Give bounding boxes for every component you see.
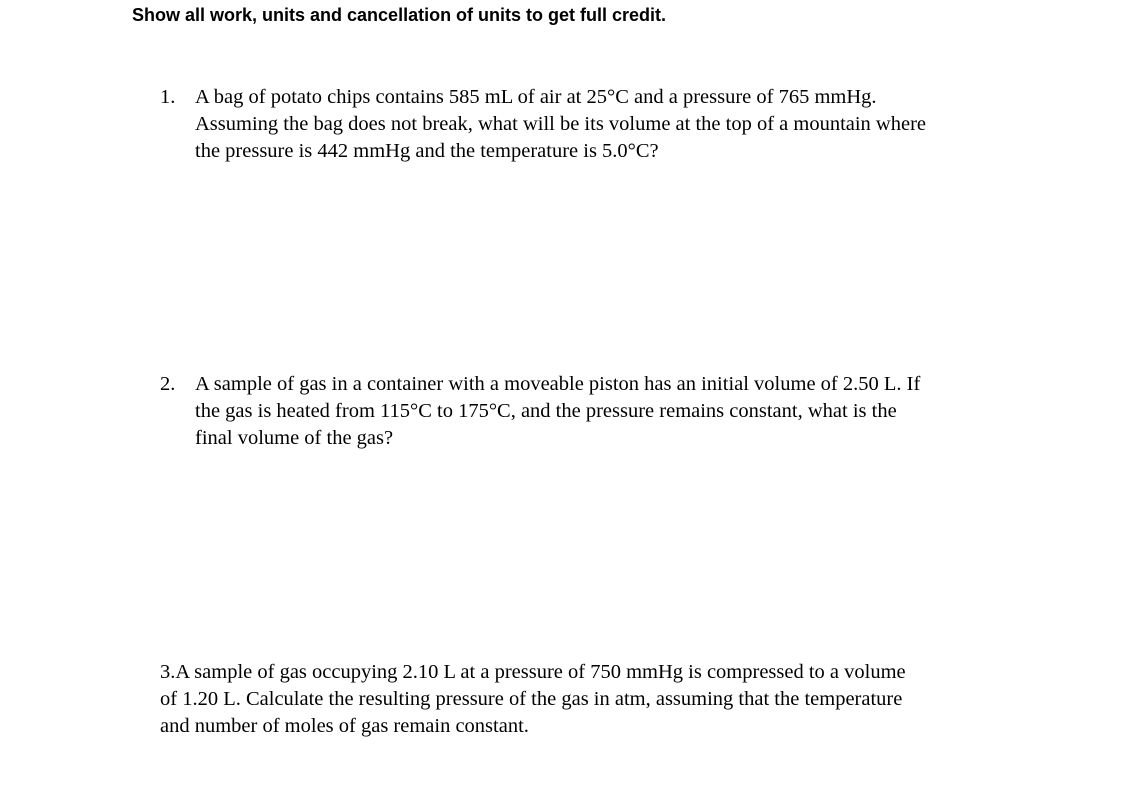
question-number: 3. <box>160 661 176 683</box>
question-text-line: Assuming the bag does not break, what will be its volume at the top of a mountain where <box>195 113 927 135</box>
question-text-line: A bag of potato chips contains 585 mL of air at 25°C and a pressure of 765 mmHg. <box>195 86 877 108</box>
question-text-line: and number of moles of gas remain constant. <box>160 715 529 737</box>
question-text-line: the pressure is 442 mmHg and the temperature is 5.0°C? <box>195 140 659 162</box>
question-text-line: final volume of the gas? <box>195 427 394 449</box>
question-1 <box>160 84 1020 165</box>
question-text-line: of 1.20 L. Calculate the resulting pressure of the gas in atm, assuming that the temperature <box>160 688 903 710</box>
question-text <box>195 84 1020 165</box>
question-text <box>195 371 1020 452</box>
question-text-line <box>160 659 1010 686</box>
question-2 <box>160 371 1020 452</box>
question-3 <box>160 659 1010 740</box>
question-text-line: A sample of gas in a container with a moveable piston has an initial volume of 2.50 L. If <box>195 373 921 395</box>
question-text-first-line: A sample of gas occupying 2.10 L at a pressure of 750 mmHg is compressed to a volume <box>175 661 906 683</box>
question-number: 1. <box>160 86 176 108</box>
instructions-heading: Show all work, units and cancellation of units to get full credit. <box>132 5 667 25</box>
question-text-line: the gas is heated from 115°C to 175°C, and the pressure remains constant, what is the <box>195 400 897 422</box>
question-number: 2. <box>160 373 176 395</box>
